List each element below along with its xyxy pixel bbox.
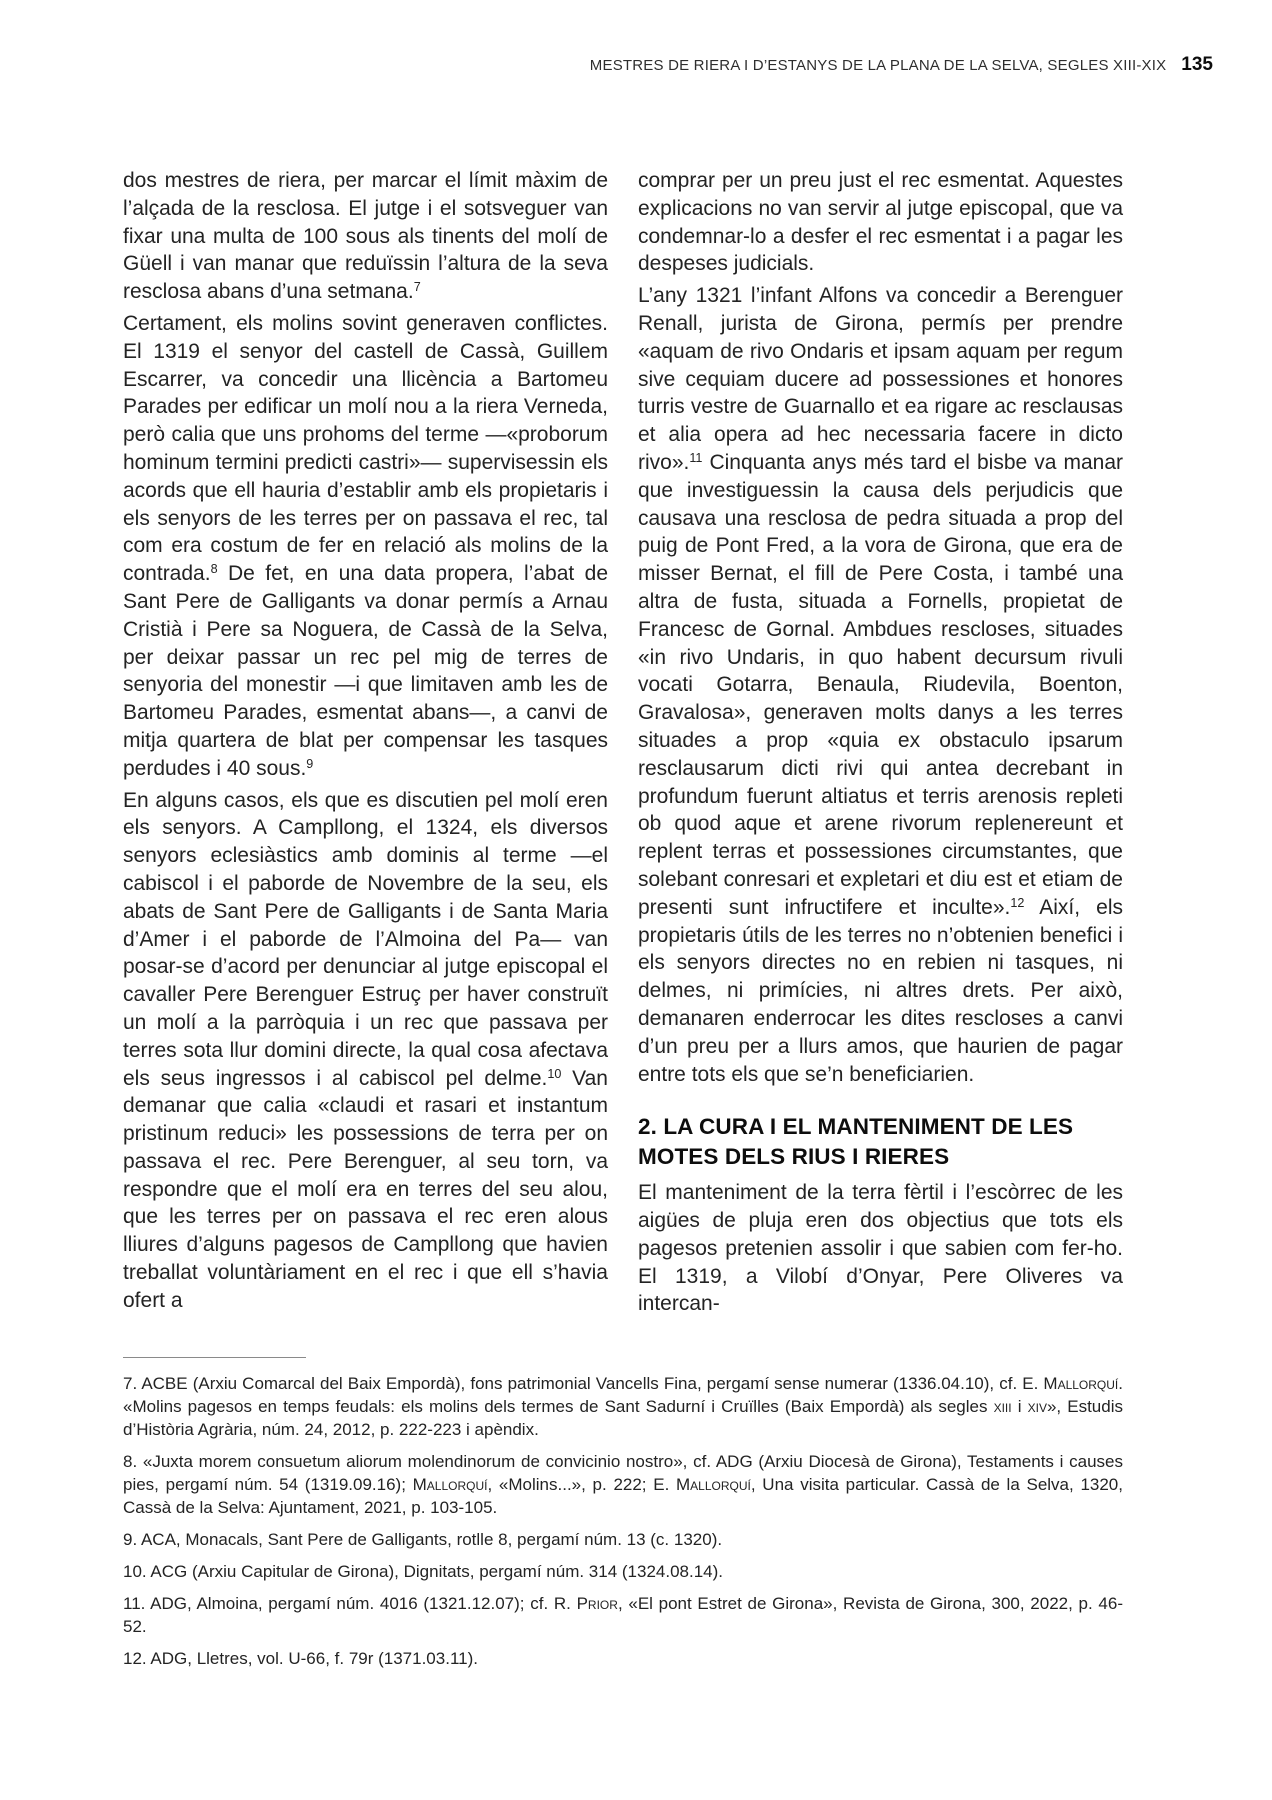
footnote-7: 7. ACBE (Arxiu Comarcal del Baix Empordà), fons patrimonial Vancells Fina, pergamí sense numerar (1336.04.10), cf. E. Mallorquí. «Molins pagesos en temps feudals: els molins dels termes de Sant Sadurní i Cruïlles (Baix Empordà) als segles xiii i xiv», Estudis d’Història Agrària, núm. 24, 2012, p. 222-223 i apèndix. [123, 1374, 1123, 1439]
body-paragraph: L’any 1321 l’infant Alfons va concedir a Berenguer Renall, jurista de Girona, permís per prendre «aquam de rivo Ondaris et ipsam aquam per regum sive cequiam ducere ad possessiones et honores turris vestre de Guarnallo et ea rigare ac resclausas et alia opera ad hec necessaria facere in dicto rivo».$^{11}$ Cinquanta anys més tard el bisbe va manar que investiguessin la causa dels perjudicis que causava una resclosa de pedra situada a prop del puig de Pont Fred, a la vora de Girona, que era de misser Bernat, el fill de Pere Costa, i també una altra de fusta, situada a Fornells, propietat de Francesc de Gornal. Ambdues rescloses, situades «in rivo Undaris, in quo habent decursum rivuli vocati Gotarra, Benaula, Riudevila, Boenton, Gravalosa», generaven molts danys a les terres situades a prop «quia ex obstaculo ipsarum resclausarum dicti rivi qui antea decrebant in profundum fuerunt altiatus et terris arenosis repleti ob quod aque et arene rivorum replenereunt et replent terras et possessiones circumstantes, que solebant conresari et expletari et diu est et etiam de presenti sunt infructifere et inculte».$^{12}$ Així, els propietaris útils de les terres no n’obtenien benefici i els senyors directes no en rebien ni tasques, ni delmes, ni primícies, ni altres drets. Per això, demanaren enderrocar les dites rescloses a canvi d’un preu per a llurs amos, que haurien de pagar entre tots els que se’n beneficiarien. [638, 284, 1123, 1086]
section-heading: 2. LA CURA I EL MANTENIMENT DE LES MOTES DELS RIUS I RIERES [638, 1114, 1074, 1170]
running-header [590, 54, 1213, 76]
page-number: 135 [1181, 54, 1213, 75]
body-paragraph: dos mestres de riera, per marcar el límit màxim de l’alçada de la resclosa. El jutge i el sotsveguer van fixar una multa de 100 sous als tinents del molí de Güell i van manar que reduïssin l’altura de la seva resclosa abans d’una setmana.$^7$ [123, 169, 608, 304]
footnote-10: 10. ACG (Arxiu Capitular de Girona), Dignitats, pergamí núm. 314 (1324.08.14). [123, 1562, 724, 1581]
body-paragraph: En alguns casos, els que es discutien pel molí eren els senyors. A Campllong, el 1324, els diversos senyors eclesiàstics amb dominis al terme —el cabiscol i el paborde de Novembre de la seu, els abats de Sant Pere de Galligants i de Santa Maria d’Amer i el paborde de l’Almoina del Pa— van posar-se d’acord per denunciar al jutge episcopal el cavaller Pere Berenguer Estruç per haver construït un molí a la parròquia i un rec que passava per terres sota llur domini directe, la qual cosa afectava els seus ingressos i al cabiscol pel delme.$^{10}$ Van demanar que calia «claudi et rasari et instantum pristinum reduci» les possessions de terra per on passava el rec. Pere Berenguer, al seu torn, va respondre que el molí era en terres del seu alou, que les terres per on passava el rec eren alous lliures d’alguns pagesos de Campllong que havien treballat voluntàriament en el rec i que ell s’havia ofert a [123, 788, 608, 1312]
footnote-11: 11. ADG, Almoina, pergamí núm. 4016 (1321.12.07); cf. R. Prior, «El pont Estret de Girona», Revista de Girona, 300, 2022, p. 46-52. [123, 1594, 1123, 1636]
column-right [638, 167, 1123, 1322]
footnote-divider [123, 1357, 306, 1358]
footnote-12: 12. ADG, Lletres, vol. U-66, f. 79r (1371.03.11). [123, 1649, 478, 1668]
footnotes-section [123, 1372, 1123, 1679]
running-header-title: MESTRES DE RIERA I D’ESTANYS DE LA PLANA DE LA SELVA, SEGLES XIII-XIX [589, 57, 1167, 74]
body-paragraph: comprar per un preu just el rec esmentat. Aquestes explicacions no van servir al jutge episcopal, que va condemnar-lo a desfer el rec esmentat i a pagar les despeses judicials. [638, 169, 1123, 276]
column-left [123, 167, 608, 1319]
body-paragraph: Certament, els molins sovint generaven conflictes. El 1319 el senyor del castell de Cassà, Guillem Escarrer, va concedir una llicència a Bartomeu Parades per edificar un molí nou a la riera Verneda, però calia que uns prohoms del terme —«proborum hominum termini predicti castri»— supervisessin els acords que ell hauria d’establir amb els propietaris i els senyors de les terres per on passava el rec, tal com era costum de fer en relació als molins de la contrada.$^8$ De fet, en una data propera, l’abat de Sant Pere de Galligants va donar permís a Arnau Cristià i Pere sa Noguera, de Cassà de la Selva, per deixar passar un rec pel mig de terres de senyoria del monestir —i que limitaven amb les de Bartomeu Parades, esmentat abans—, a canvi de mitja quartera de blat per compensar les tasques perdudes i 40 sous.$^9$ [123, 311, 608, 780]
body-paragraph: El manteniment de la terra fèrtil i l’escòrrec de les aigües de pluja eren dos objectius que tots els pagesos pretenien assolir i que sabien com fer-ho. El 1319, a Vilobí d’Onyar, Pere Oliveres va intercan- [638, 1181, 1123, 1316]
footnote-9: 9. ACA, Monacals, Sant Pere de Galligants, rotlle 8, pergamí núm. 13 (c. 1320). [123, 1530, 723, 1549]
footnote-8: 8. «Juxta morem consuetum aliorum molendinorum de convicinio nostro», cf. ADG (Arxiu Diocesà de Girona), Testaments i causes pies, pergamí núm. 54 (1319.09.16); Mallorquí, «Molins...», p. 222; E. Mallorquí, Una visita particular. Cassà de la Selva, 1320, Cassà de la Selva: Ajuntament, 2021, p. 103-105. [123, 1452, 1123, 1517]
